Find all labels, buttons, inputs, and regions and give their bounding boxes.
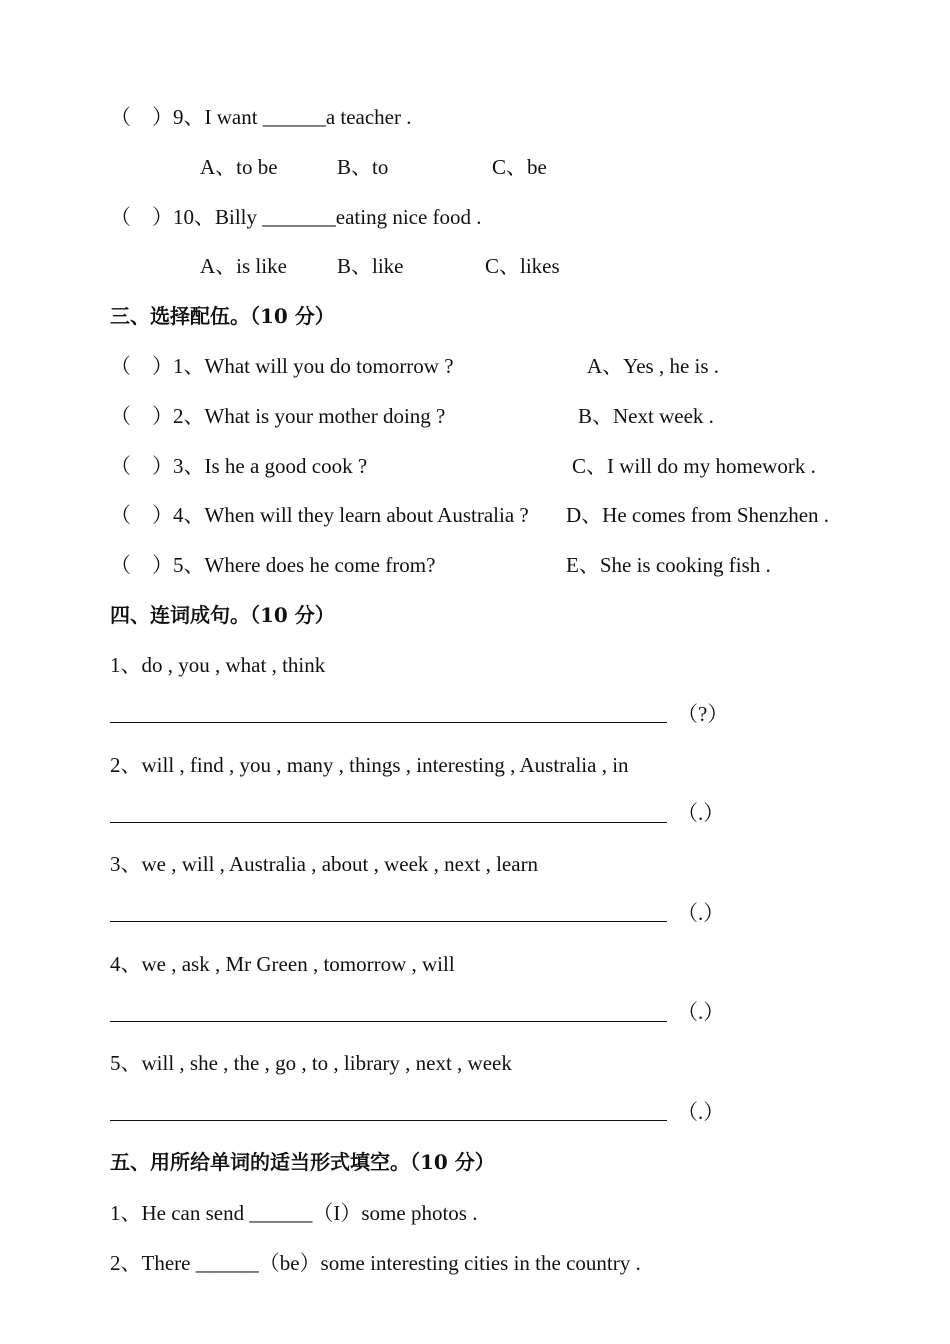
answer-line-4[interactable] bbox=[110, 1021, 667, 1022]
match-answer-a: A、Yes , he is . bbox=[587, 354, 720, 378]
match-question-5: （ ）5、Where does he come from? bbox=[110, 553, 436, 577]
question-10-option-b: B、like bbox=[337, 254, 404, 278]
question-9-option-a: A、to be bbox=[200, 155, 278, 179]
question-10-option-a: A、is like bbox=[200, 254, 287, 278]
question-9: （ ）9、I want ______a teacher . bbox=[110, 105, 412, 129]
sentence-words-4: 4、we , ask , Mr Green , tomorrow , will bbox=[110, 952, 455, 976]
end-punctuation-1: （?） bbox=[677, 702, 729, 726]
end-punctuation-4: （.） bbox=[677, 1000, 725, 1024]
match-question-1: （ ）1、What will you do tomorrow ? bbox=[110, 354, 454, 378]
section-5-heading: 五、用所给单词的适当形式填空。（10 分） bbox=[110, 1150, 495, 1174]
answer-line-5[interactable] bbox=[110, 1120, 667, 1121]
sentence-words-5: 5、will , she , the , go , to , library , next , week bbox=[110, 1051, 512, 1075]
sentence-words-1: 1、do , you , what , think bbox=[110, 653, 326, 677]
answer-line-3[interactable] bbox=[110, 921, 667, 922]
match-question-3: （ ）3、Is he a good cook ? bbox=[110, 454, 368, 478]
section-4-heading: 四、连词成句。（10 分） bbox=[110, 603, 335, 627]
question-10-option-c: C、likes bbox=[485, 254, 560, 278]
match-answer-c: C、I will do my homework . bbox=[572, 454, 816, 478]
sentence-words-3: 3、we , will , Australia , about , week , next , learn bbox=[110, 852, 539, 876]
fill-in-question-1: 1、He can send ______（I）some photos . bbox=[110, 1201, 478, 1225]
question-10: （ ）10、Billy _______eating nice food . bbox=[110, 205, 482, 229]
match-answer-d: D、He comes from Shenzhen . bbox=[566, 503, 830, 527]
fill-in-question-2: 2、There ______（be）some interesting cities in the country . bbox=[110, 1251, 641, 1275]
match-answer-e: E、She is cooking fish . bbox=[566, 553, 771, 577]
answer-line-1[interactable] bbox=[110, 722, 667, 723]
sentence-words-2: 2、will , find , you , many , things , interesting , Australia , in bbox=[110, 753, 629, 777]
section-3-heading: 三、选择配伍。（10 分） bbox=[110, 304, 335, 328]
question-9-option-b: B、to bbox=[337, 155, 389, 179]
match-answer-b: B、Next week . bbox=[578, 404, 714, 428]
match-question-2: （ ）2、What is your mother doing ? bbox=[110, 404, 446, 428]
end-punctuation-3: （.） bbox=[677, 901, 725, 925]
end-punctuation-2: （.） bbox=[677, 801, 725, 825]
match-question-4: （ ）4、When will they learn about Australia ? bbox=[110, 503, 529, 527]
end-punctuation-5: （.） bbox=[677, 1100, 725, 1124]
question-9-option-c: C、be bbox=[492, 155, 547, 179]
answer-line-2[interactable] bbox=[110, 822, 667, 823]
